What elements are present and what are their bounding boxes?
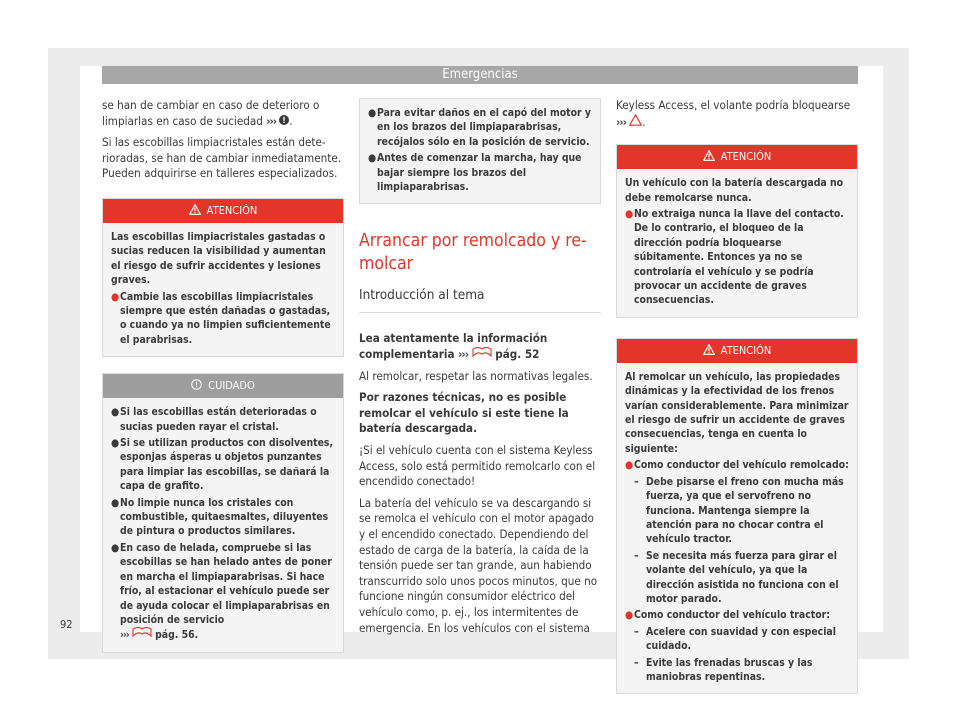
list-item xyxy=(111,405,335,434)
paragraph: se han de cambiar en caso de deterioro o limpiarlas en caso de suciedad ››› . xyxy=(102,98,320,128)
warning-triangle-icon xyxy=(703,146,715,170)
section-subtitle: Introducción al tema xyxy=(359,286,601,313)
bullet-icon: ● xyxy=(111,496,120,509)
sub-list-item xyxy=(634,475,849,547)
list-item-text: No extraiga nunca la llave del contacto. De lo contrario, el bloqueo de la dirección podría bloquearse súbitamente. Entonces ya no se controlaría el vehículo y se podría provocar un accidente de graves consecuencias. xyxy=(634,208,844,307)
dash-icon: – xyxy=(634,656,639,669)
column-middle xyxy=(359,98,601,642)
list-item-text: Se necesita más fuerza para girar el volante del vehículo, ya que la dirección asistida no funciona con el motor parado. xyxy=(646,549,839,605)
warning-title: ATENCIÓN xyxy=(720,150,772,164)
list-item-text: Antes de comenzar la marcha, hay que bajar siempre los brazos del limpiaparabrisas. xyxy=(377,152,582,194)
list-item-text: Como conductor del vehículo remolcado: xyxy=(634,459,849,472)
info-circle-icon xyxy=(279,114,289,128)
book-icon xyxy=(472,347,492,361)
lead-text: Lea atentamente la información complementaria xyxy=(359,331,548,362)
warning-intro: Al remolcar un vehículo, las propiedades dinámicas y la efectividad de los frenos varían considerablemente. Para minimizar el riesgo de sufrir un accidente de graves consecuencias, tenga en cuenta lo siguiente: xyxy=(625,370,849,455)
page-reference-link[interactable]: pág. 56. xyxy=(155,629,199,642)
arrows-icon: ››› xyxy=(266,113,277,128)
list-item-text: Acelere con suavidad y con especial cuidado. xyxy=(646,625,836,653)
paragraph: Keyless Access, el volante podría bloquearse ››› . xyxy=(616,98,851,129)
paragraph: Por razones técnicas, no es posible remolcar el vehículo si este tiene la batería descargada. xyxy=(359,390,569,436)
list-item xyxy=(111,496,335,539)
sub-list-item xyxy=(634,656,849,685)
list-item-text: Debe pisarse el freno con mucha más fuerza, ya que el servofreno no funciona. Mantenga siempre la atención para no chocar contra el vehículo tractor. xyxy=(646,475,844,546)
list-item xyxy=(111,290,335,348)
paragraph: Al remolcar, respetar las normativas legales. xyxy=(359,368,593,383)
sub-list-item xyxy=(634,549,849,607)
list-item xyxy=(368,151,592,194)
paragraph-text: se han de cambiar en caso de deterioro o limpiarlas en caso de suciedad xyxy=(102,98,320,128)
warning-intro: Las escobillas limpiacristales gastadas o sucias reducen la visibilidad y aumentan el riesgo de sufrir accidentes y lesiones graves. xyxy=(111,230,326,287)
list-item-text: No limpie nunca los cristales con combustible, quitaesmaltes, diluyentes de pintura o productos similares. xyxy=(120,496,329,538)
lead-paragraph xyxy=(359,331,601,362)
list-item xyxy=(111,436,335,494)
warning-triangle-icon xyxy=(189,200,201,224)
page-header: Emergencias xyxy=(102,66,858,84)
warning-triangle-icon xyxy=(703,340,715,364)
list-item-text: Evite las frenadas bruscas y las maniobras repentinas. xyxy=(646,656,813,683)
warning-triangle-icon xyxy=(629,115,642,129)
bullet-icon: ● xyxy=(368,152,377,165)
sub-list-item xyxy=(634,625,849,654)
column-right xyxy=(616,98,858,694)
caution-box-header xyxy=(103,374,343,398)
warning-box-header xyxy=(617,145,857,169)
bullet-icon: ● xyxy=(111,406,120,419)
bullet-icon: ● xyxy=(625,459,634,472)
info-circle-icon xyxy=(191,375,202,399)
caution-title: CUIDADO xyxy=(208,379,255,393)
list-item-text: Para evitar daños en el capó del motor y en los brazos del limpiaparabrisas, recójalos sólo en la posición de servicio. xyxy=(377,107,591,148)
caution-box-continued xyxy=(359,98,601,204)
warning-box xyxy=(616,338,858,695)
list-item xyxy=(625,207,849,308)
warning-title: ATENCIÓN xyxy=(206,203,258,217)
warning-box xyxy=(616,144,858,318)
section-title: Arrancar por remolcado y remolcar xyxy=(359,231,587,275)
list-item xyxy=(625,608,849,622)
bullet-icon: ● xyxy=(111,437,120,450)
paragraph: La batería del vehículo se va descargando si se remolca el vehículo con el motor apagado y el encendido conectado. Dependiendo del estado de carga de la batería, la caída de la tensión puede ser tan grande, aun habiendo transcurrido solo unos pocos minutos, que no funcione ningún consumidor eléctrico del vehículo como, p. ej., los intermitentes de emergencia. En los vehículos con el sistema xyxy=(359,495,598,635)
bullet-icon: ● xyxy=(111,541,120,554)
arrows-icon: ››› xyxy=(120,629,129,642)
paragraph: Si las escobillas limpiacristales están deterioradas, se han de cambiar inmediatamente. Pueden adquirirse en talleres especializados. xyxy=(102,135,342,181)
bullet-icon: ● xyxy=(625,208,634,220)
list-item-text: Si las escobillas están deterioradas o sucias pueden rayar el cristal. xyxy=(120,406,317,433)
warning-intro: Un vehículo con la batería descargada no debe remolcarse nunca. xyxy=(625,177,844,204)
list-item-text: En caso de helada, compruebe si las escobillas se han helado antes de poner en marcha el limpiaparabrisas. Si hace frío, al estacionar el vehículo puede ser de ayuda colocar el limpiaparabrisas en posición de servicio xyxy=(120,541,332,626)
list-item-text: Como conductor del vehículo tractor: xyxy=(634,609,830,622)
page-reference-link[interactable]: pág. 52 xyxy=(495,347,540,362)
list-item xyxy=(111,541,335,643)
list-item-text: Cambie las escobillas limpiacristales siempre que estén dañadas o gastadas, o cuando ya no limpien suficientemente el parabrisas. xyxy=(120,290,331,346)
caution-box xyxy=(102,373,344,653)
dash-icon: – xyxy=(634,475,639,488)
dash-icon: – xyxy=(634,625,639,638)
page-number: 92 xyxy=(60,618,73,631)
column-left xyxy=(102,98,344,653)
paragraph: ¡Si el vehículo cuenta con el sistema Keyless Access, solo está permitido remolcarlo con el encendido conectado! xyxy=(359,443,596,489)
paragraph-text: Keyless Access, el volante podría bloquearse xyxy=(616,98,851,112)
book-icon xyxy=(132,629,152,641)
arrows-icon: ››› xyxy=(616,114,626,129)
list-item xyxy=(368,106,592,149)
warning-box xyxy=(102,198,344,357)
bullet-icon: ● xyxy=(111,290,120,303)
arrows-icon: ››› xyxy=(458,347,469,362)
list-item-text: Si se utilizan productos con disolventes, esponjas ásperas u objetos punzantes para limpiar las escobillas, se dañará la capa de grafito. xyxy=(120,437,334,493)
dash-icon: – xyxy=(634,549,639,562)
warning-title: ATENCIÓN xyxy=(720,343,772,357)
warning-box-header xyxy=(617,339,857,363)
bullet-icon: ● xyxy=(625,609,634,622)
bullet-icon: ● xyxy=(368,107,377,119)
warning-box-header xyxy=(103,199,343,223)
list-item xyxy=(625,458,849,472)
